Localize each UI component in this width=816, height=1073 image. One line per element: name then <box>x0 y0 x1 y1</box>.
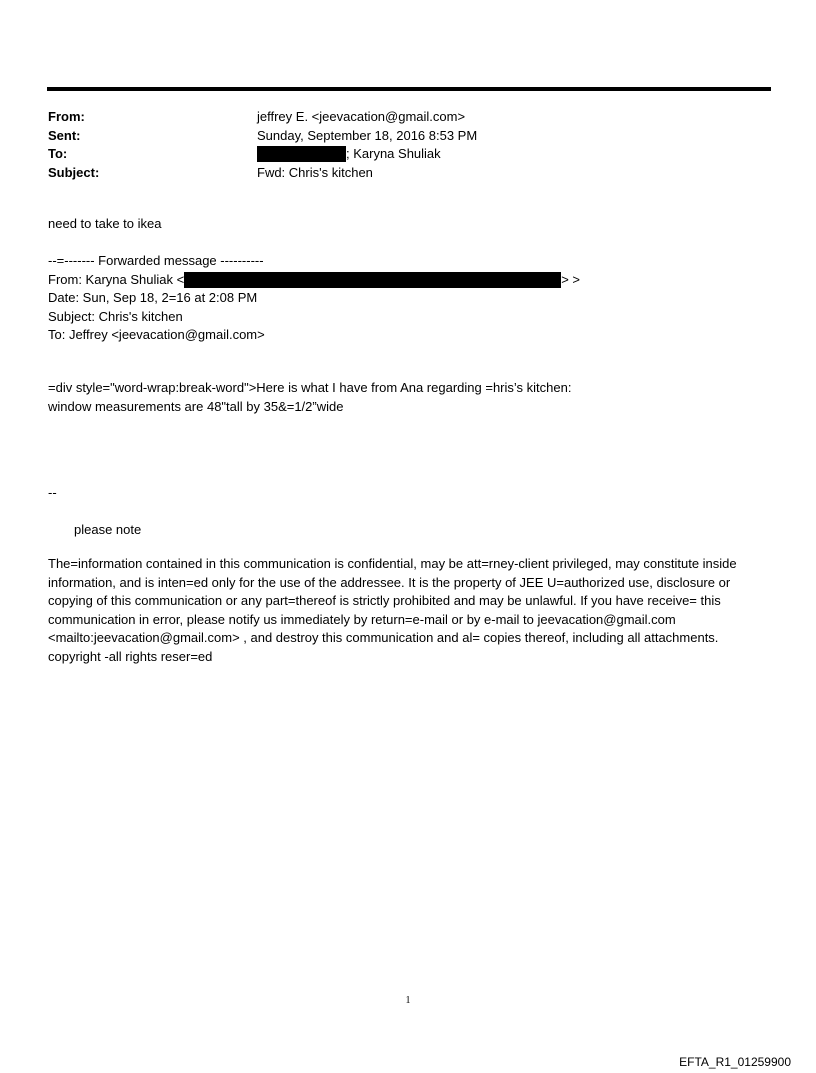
from-value: jeffrey E. <jeevacation@gmail.com> <box>257 109 466 124</box>
subject-label: Subject: <box>48 164 100 180</box>
sent-value: Sunday, September 18, 2016 8:53 PM <box>257 127 478 143</box>
forwarded-divider: --=------- Forwarded message ---------- <box>48 253 264 268</box>
sent-row <box>48 127 748 146</box>
signature-note: please note <box>74 521 142 537</box>
message-line-2: window measurements are 48"tall by 35&=1/2”wide <box>48 398 344 414</box>
intro-text: need to take to ikea <box>48 216 162 231</box>
signature <box>48 484 141 539</box>
to-label: To: <box>48 146 68 161</box>
to-value-wrap <box>257 145 441 164</box>
forwarded-from-suffix: > > <box>561 271 580 287</box>
body-intro <box>48 215 161 234</box>
forwarded-from-prefix: From: Karyna Shuliak < <box>48 271 185 287</box>
redaction-box <box>257 146 346 162</box>
to-value: ; Karyna Shuliak <box>346 146 441 161</box>
message-body <box>48 379 571 416</box>
forwarded-subject: Subject: Chris's kitchen <box>48 308 183 324</box>
from-row <box>48 108 748 127</box>
sent-label: Sent: <box>48 127 81 143</box>
forwarded-to: To: Jeffrey <jeevacation@gmail.com> <box>48 327 265 342</box>
message-line-1: =div style="word-wrap:break-word">Here is what I have from Ana regarding =hris’s kitchen: <box>48 380 572 395</box>
bates-number: EFTA_R1_01259900 <box>679 1055 791 1069</box>
from-label: From: <box>48 109 85 124</box>
signature-separator: -- <box>48 485 57 500</box>
forwarded-header <box>48 252 580 345</box>
to-row <box>48 145 748 164</box>
subject-row <box>48 164 748 183</box>
legal-disclaimer: The=information contained in this communication is confidential, may be att=rney-client privileged, may constitute inside information, and is inten=ed only for the use of the addressee. It is the property of JEE U=authorized use, disclosure or copying of this communication or any part=thereof is strictly prohibited and may be unlawful. If you have receive= this communication in error, please notify us immediately by return=e-mail or by e-mail to jeevacation@gmail.com <mailto:jeevacation@gmail.com> , and destroy this communication and al= copies thereof, including all attachments. copyright -all rights reser=ed <box>48 556 737 664</box>
redaction-box <box>184 272 561 288</box>
subject-value: Fwd: Chris's kitchen <box>257 164 373 180</box>
page-number: 1 <box>405 995 411 1006</box>
forwarded-date: Date: Sun, Sep 18, 2=16 at 2:08 PM <box>48 290 258 305</box>
header-rule <box>47 87 771 91</box>
forwarded-from <box>48 271 580 290</box>
email-header <box>48 108 748 182</box>
